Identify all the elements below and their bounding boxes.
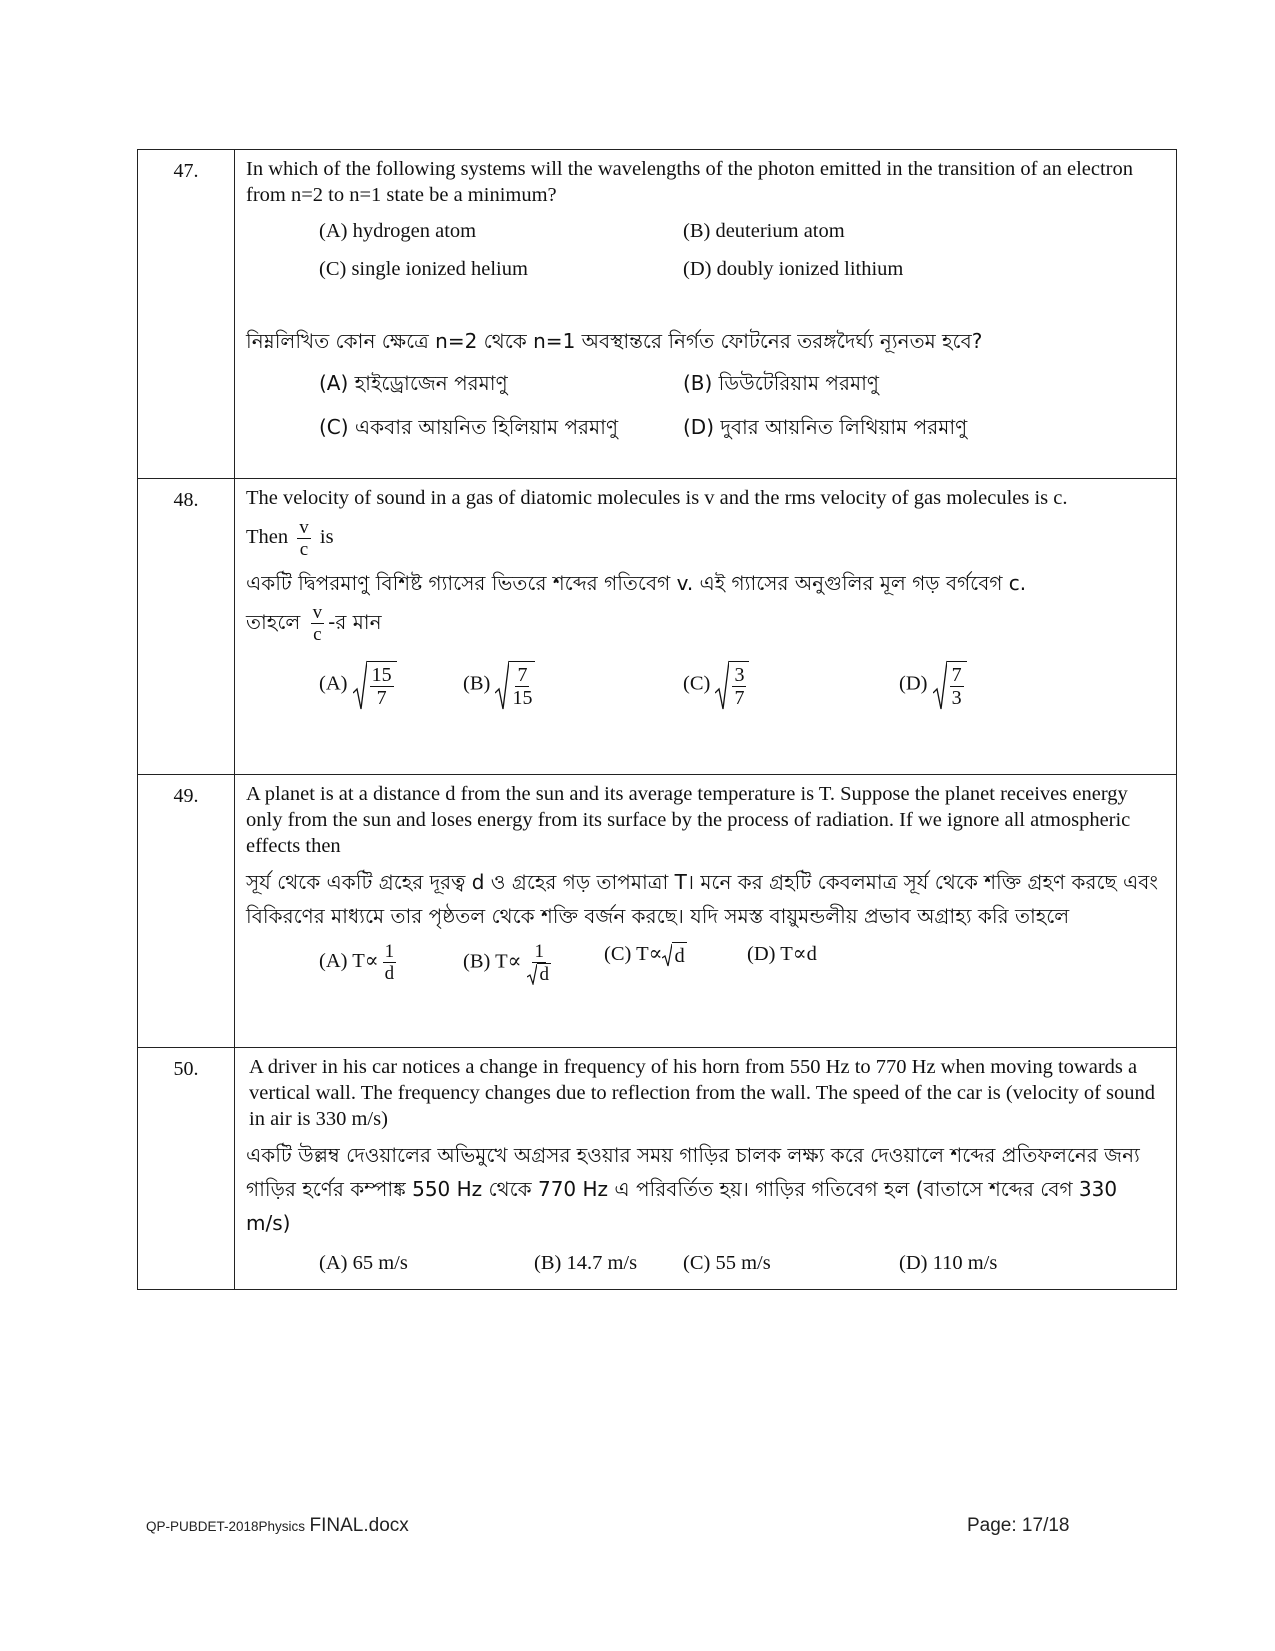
- option-c: (C) একবার আয়নিত হিলিয়াম পরমাণু: [319, 415, 619, 439]
- question-number: 48.: [138, 479, 235, 774]
- option-b: (B) ডিউটেরিয়াম পরমাণু: [683, 371, 879, 395]
- option-b: (B) 14.7 m/s: [534, 1252, 638, 1274]
- option-a: (A) হাইড্রোজেন পরমাণু: [319, 371, 508, 395]
- option-c: (C) 55 m/s: [683, 1252, 771, 1274]
- option-c: (C) T∝ d: [604, 943, 685, 967]
- question-text-en: The velocity of sound in a gas of diatomic molecules is v and the rms velocity of gas molecules is c.: [246, 487, 1068, 509]
- question-text-bn: নিম্নলিখিত কোন ক্ষেত্রে n=2 থেকে n=1 অবস্থান্তরে নির্গত ফোটনের তরঙ্গদৈর্ঘ্য ন্যূনতম হবে?: [246, 329, 983, 353]
- question-row-48: 48. The velocity of sound in a gas of diatomic molecules is v and the rms velocity of gas molecules is c. Then $\frac{v}{c}$ is একটি দ্বিপরমাণু বিশিষ্ট গ্যাসের ভিতরে শব্দের গতিবেগ v. এই গ্যাসের অনুগুলির মূল গড় বর্গবেগ c. তাহলে $\frac{v}{c}$ -র মান (A) 15 7 (B) 7 15 (C) 3 7 (D) 7 3: [138, 478, 1176, 774]
- options: [246, 659, 1164, 719]
- options-bn: [246, 366, 1164, 410]
- footer-doc-name: QP-PUBDET-2018Physics FINAL.docx: [146, 1515, 409, 1536]
- question-text-en: A planet is at a distance d from the sun and its average temperature is T. Suppose the planet receives energy only from the sun and loses energy from its surface by the process of radiation. If we ignore all atmospheric effects then: [246, 783, 1131, 857]
- question-text-bn: একটি দ্বিপরমাণু বিশিষ্ট গ্যাসের ভিতরে শব্দের গতিবেগ v. এই গ্যাসের অনুগুলির মূল গড় বর্গবেগ c.: [246, 571, 1027, 595]
- option-c: (C) single ionized helium: [319, 258, 528, 280]
- question-text-bn: একটি উল্লম্ব দেওয়ালের অভিমুখে অগ্রসর হওয়ার সময় গাড়ির চালক লক্ষ্য করে দেওয়ালে শব্দের প্রতিফলনের জন্য গাড়ির হর্ণের কম্পাঙ্ক 550 Hz থেকে 770 Hz এ পরিবর্তিত হয়। গাড়ির গতিবেগ হল (বাতাসে শব্দের বেগ 330 m/s): [246, 1143, 1140, 1235]
- option-d: (D) T∝d: [747, 943, 817, 965]
- question-number: 50.: [138, 1048, 235, 1289]
- question-number: 47.: [138, 150, 235, 478]
- options: [246, 941, 1164, 997]
- footer-page-number: Page: 17/18: [967, 1515, 1070, 1536]
- question-number: 49.: [138, 775, 235, 1047]
- question-text-en: A driver in his car notices a change in frequency of his horn from 550 Hz to 770 Hz when moving towards a vertical wall. The frequency changes due to reflection from the wall. The speed of the car is (velocity of sound in air is 330 m/s): [249, 1056, 1156, 1130]
- option-a: (A) T∝ $\frac{1}{d}$: [319, 941, 395, 984]
- options: [246, 1250, 1164, 1288]
- option-d: (D) 110 m/s: [899, 1252, 998, 1274]
- option-d: (D) দুবার আয়নিত লিথিয়াম পরমাণু: [683, 415, 968, 439]
- question-text-bn: সূর্য থেকে একটি গ্রহের দূরত্ব d ও গ্রহের গড় তাপমাত্রা T। মনে কর গ্রহটি কেবলমাত্র সূর্য থেকে শক্তি গ্রহণ করছে এবং বিকিরণের মাধ্যমে তার পৃষ্ঠতল থেকে শক্তি বর্জন করছে। যদি সমস্ত বায়ুমন্ডলীয় প্রভাব অগ্রাহ্য করি তাহলে: [246, 870, 1158, 928]
- options-en: [246, 256, 1164, 294]
- option-d: (D) 7 3: [899, 659, 967, 711]
- option-a: (A) 15 7: [319, 659, 397, 711]
- question-row-50: [138, 1047, 1176, 1289]
- option-a: (A) 65 m/s: [319, 1252, 408, 1274]
- question-text-en: In which of the following systems will the wavelengths of the photon emitted in the transition of an electron from n=2 to n=1 state be a minimum?: [246, 158, 1134, 206]
- question-row-49: [138, 774, 1176, 1047]
- question-row-47: [138, 150, 1176, 478]
- option-b: (B) 7 15: [463, 659, 535, 711]
- option-d: (D) doubly ionized lithium: [683, 258, 904, 280]
- fraction: $\frac{v}{c}$: [299, 517, 309, 560]
- options-bn: [246, 410, 1164, 454]
- fraction: $\frac{v}{c}$: [312, 602, 323, 645]
- option-c: (C) 3 7: [683, 659, 749, 711]
- option-b: (B) deuterium atom: [683, 220, 845, 242]
- option-a: (A) hydrogen atom: [319, 220, 477, 242]
- option-b: (B) T∝ $\frac{1}{d}$: [463, 941, 549, 985]
- options-en: [246, 218, 1164, 256]
- question-table: [137, 149, 1177, 1290]
